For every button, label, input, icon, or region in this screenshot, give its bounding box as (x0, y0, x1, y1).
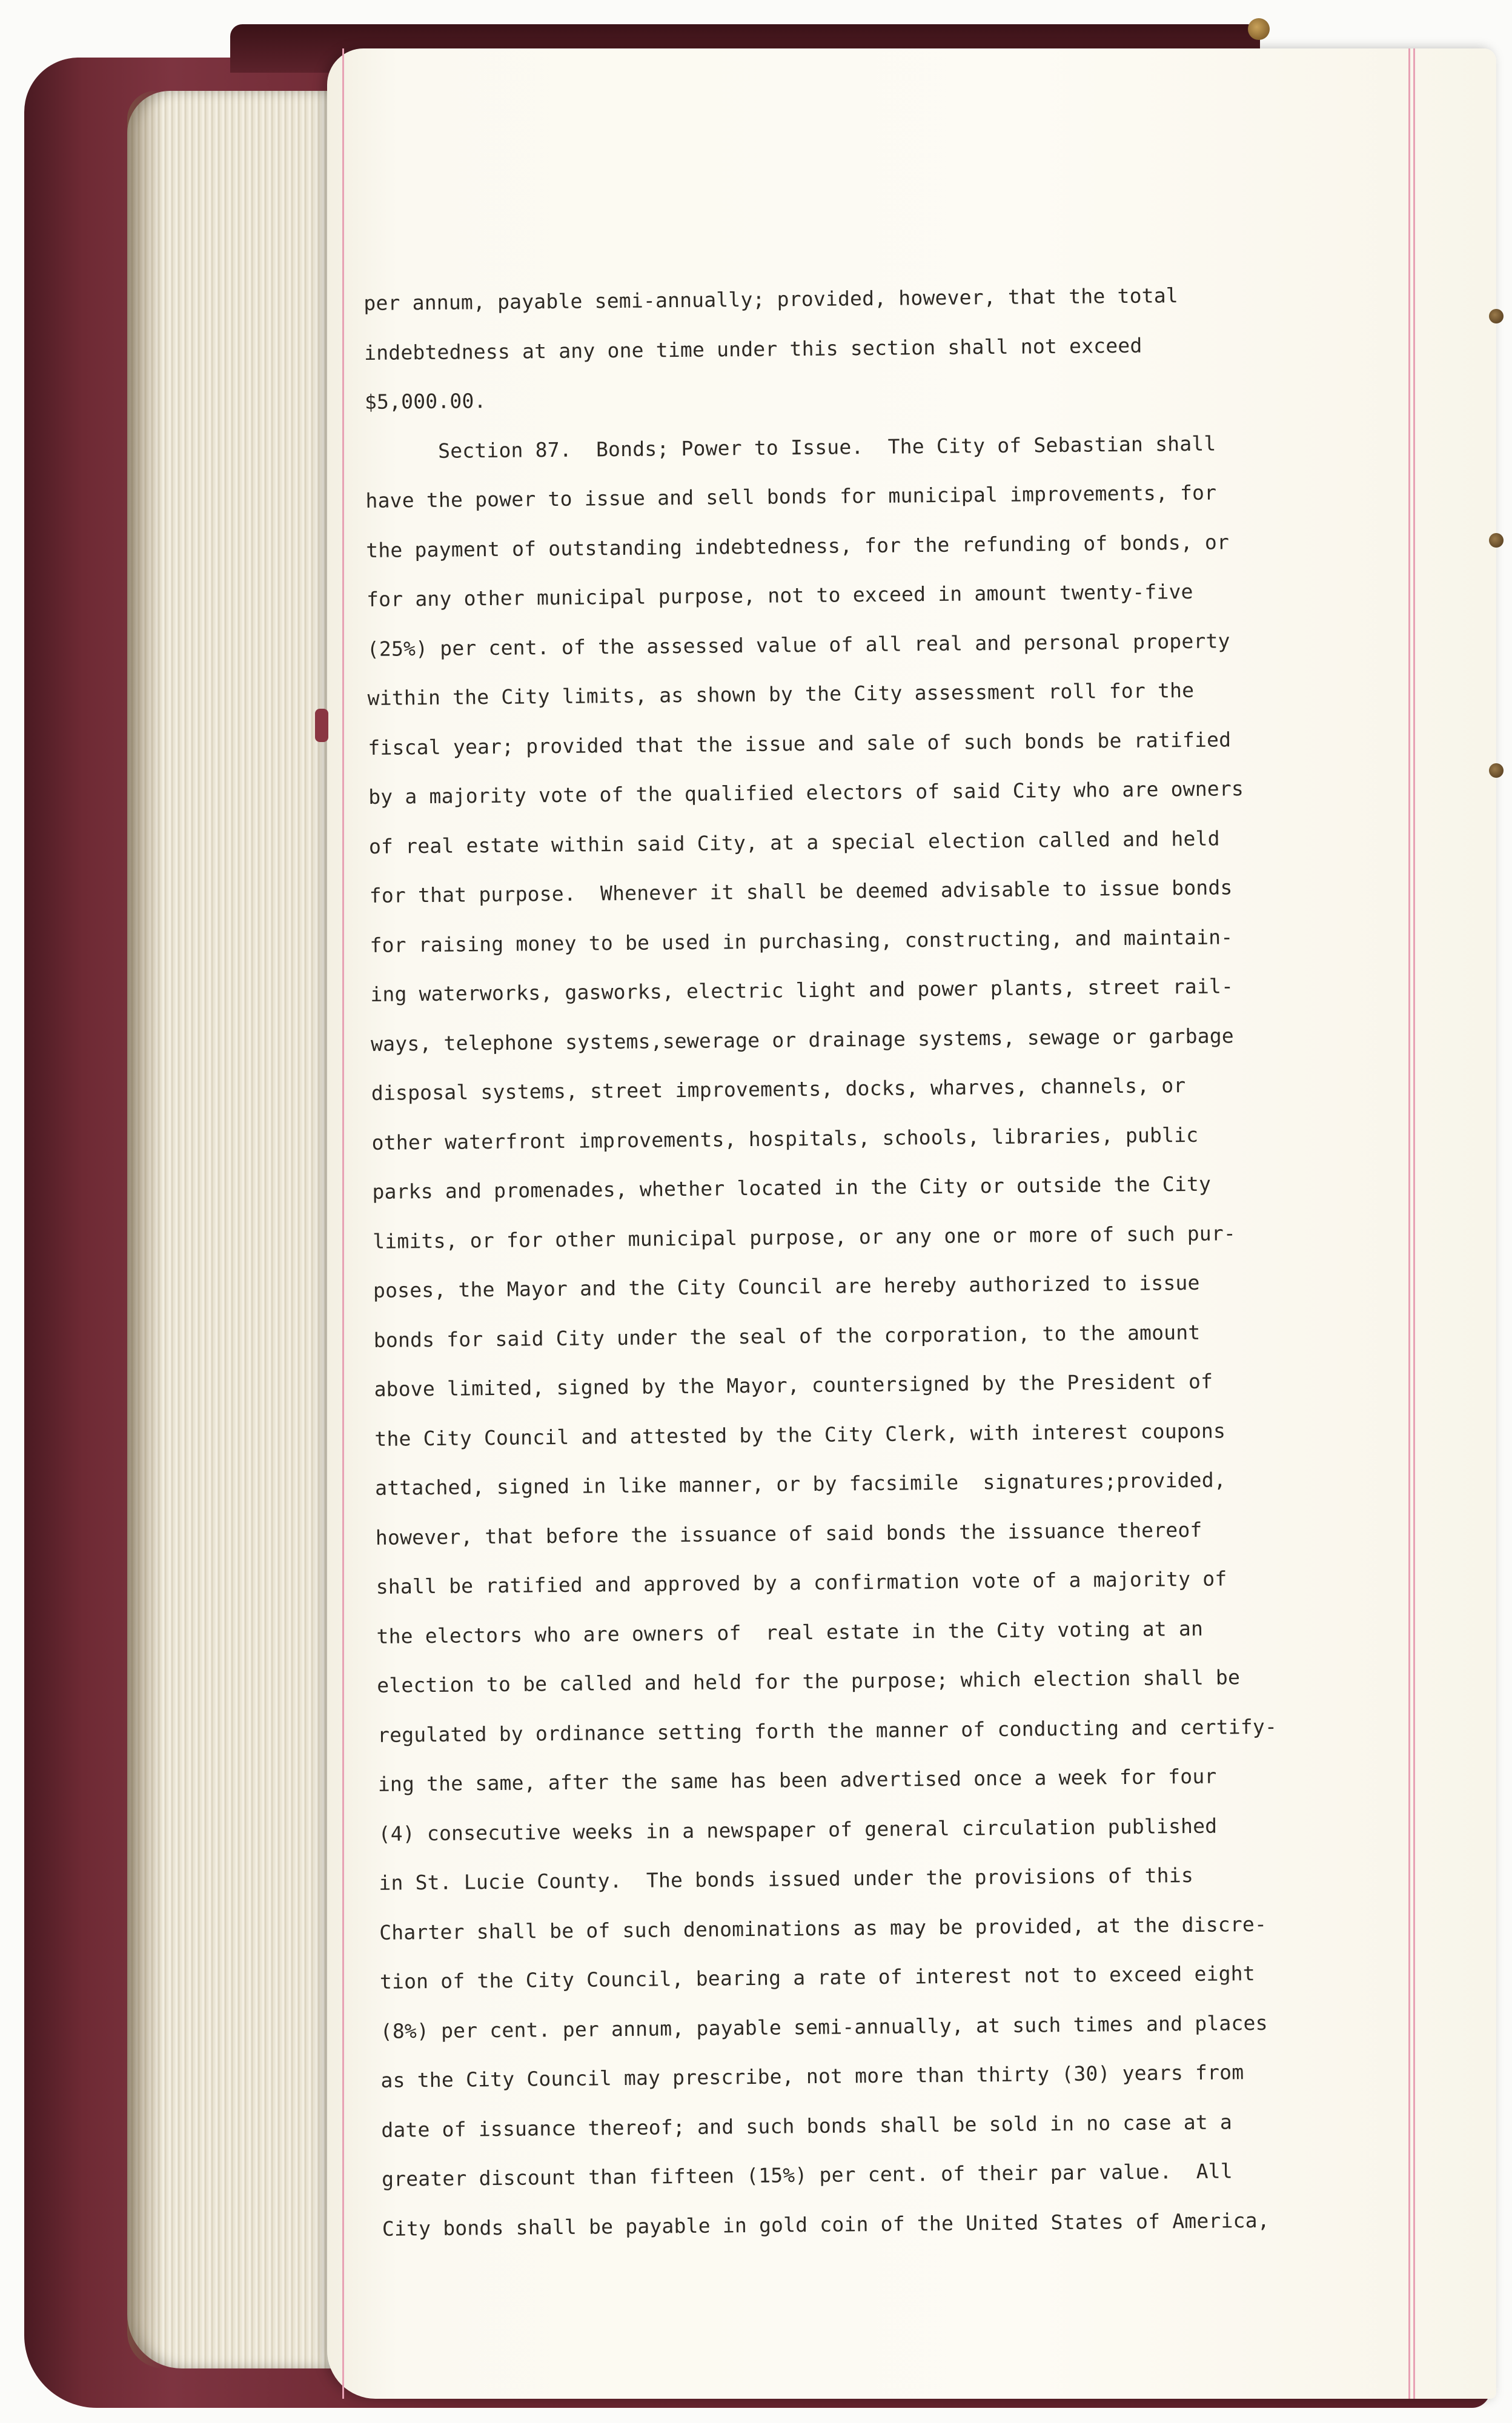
text-line: (8%) per cent. per annum, payable semi-annually, at such times and places (380, 2010, 1268, 2043)
text-line: for that purpose. Whenever it shall be deemed advisable to issue bonds (369, 875, 1233, 907)
text-line: shall be ratified and approved by a confirmation vote of a majority of (376, 1566, 1227, 1599)
text-line: regulated by ordinance setting forth the manner of conducting and certify- (377, 1714, 1278, 1747)
page-stack-shadow (127, 91, 164, 2368)
text-line: fiscal year; provided that the issue and sale of such bonds be ratified (368, 727, 1232, 760)
text-line: date of issuance thereof; and such bonds shall be sold in no case at a (381, 2109, 1233, 2142)
edge-tab-icon (1489, 763, 1504, 778)
left-margin-rule (342, 48, 344, 2399)
text-line: have the power to issue and sell bonds for municipal improvements, for (365, 480, 1217, 512)
text-line: in St. Lucie County. The bonds issued under the provisions of this (379, 1863, 1194, 1895)
text-line: as the City Council may prescribe, not more than thirty (30) years from (380, 2060, 1244, 2092)
text-line: attached, signed in like manner, or by facsimile signatures;provided, (374, 1468, 1227, 1500)
text-line: limits, or for other municipal purpose, or any one or more of such pur- (373, 1221, 1236, 1253)
text-line: (4) consecutive weeks in a newspaper of general circulation published (378, 1814, 1218, 1846)
text-line: Section 87. Bonds; Power to Issue. The City of Sebastian shall (365, 431, 1216, 463)
text-line: ing the same, after the same has been advertised once a week for four (377, 1764, 1217, 1796)
typewritten-text (363, 268, 1424, 2253)
edge-tab-icon (1489, 533, 1504, 548)
text-line: by a majority vote of the qualified electors of said City who are owners (368, 777, 1244, 809)
text-line: election to be called and held for the purpose; which election shall be (377, 1665, 1241, 1697)
text-line: disposal systems, street improvements, docks, wharves, channels, or (371, 1073, 1186, 1105)
text-line: poses, the Mayor and the City Council are hereby authorized to issue (373, 1270, 1200, 1302)
text-line: per annum, payable semi-annually; provided, however, that the total (363, 283, 1179, 315)
text-line: within the City limits, as shown by the City assessment roll for the (367, 678, 1195, 710)
text-line: ing waterworks, gasworks, electric light and power plants, street rail- (370, 974, 1234, 1006)
edge-tab-icon (1489, 309, 1504, 323)
text-line: Charter shall be of such denominations as may be provided, at the discre- (379, 1912, 1267, 1944)
text-line: other waterfront improvements, hospitals, schools, libraries, public (371, 1122, 1199, 1155)
text-line: greater discount than fifteen (15%) per cent. of their par value. All (381, 2159, 1233, 2191)
clasp-icon (1248, 18, 1270, 40)
text-line: parks and promenades, whether located in the City or outside the City (372, 1172, 1212, 1204)
text-line: the electors who are owners of real estate in the City voting at an (376, 1616, 1204, 1648)
text-line: of real estate within said City, at a special election called and held (368, 826, 1220, 858)
text-line: tion of the City Council, bearing a rate of interest not to exceed eight (379, 1961, 1255, 1994)
text-line: City bonds shall be payable in gold coin of the United States of America, (382, 2208, 1270, 2241)
text-line: for raising money to be used in purchasing, constructing, and maintain- (370, 924, 1233, 957)
text-line: the City Council and attested by the City Clerk, with interest coupons (374, 1418, 1226, 1451)
text-line: above limited, signed by the Mayor, countersigned by the President of (374, 1369, 1213, 1401)
ribbon-marker (315, 709, 328, 742)
text-line: indebtedness at any one time under this section shall not exceed (363, 333, 1142, 365)
text-line: $5,000.00. (364, 389, 486, 414)
text-line: bonds for said City under the seal of the corporation, to the amount (373, 1320, 1201, 1352)
text-line: the payment of outstanding indebtedness, for the refunding of bonds, or (366, 529, 1230, 562)
text-line: (25%) per cent. of the assessed value of all real and personal property (366, 628, 1230, 661)
text-line: however, that before the issuance of said bonds the issuance thereof (375, 1517, 1202, 1550)
text-line: ways, telephone systems,sewerage or drainage systems, sewage or garbage (370, 1023, 1235, 1056)
text-line: for any other municipal purpose, not to exceed in amount twenty-five (366, 579, 1193, 611)
